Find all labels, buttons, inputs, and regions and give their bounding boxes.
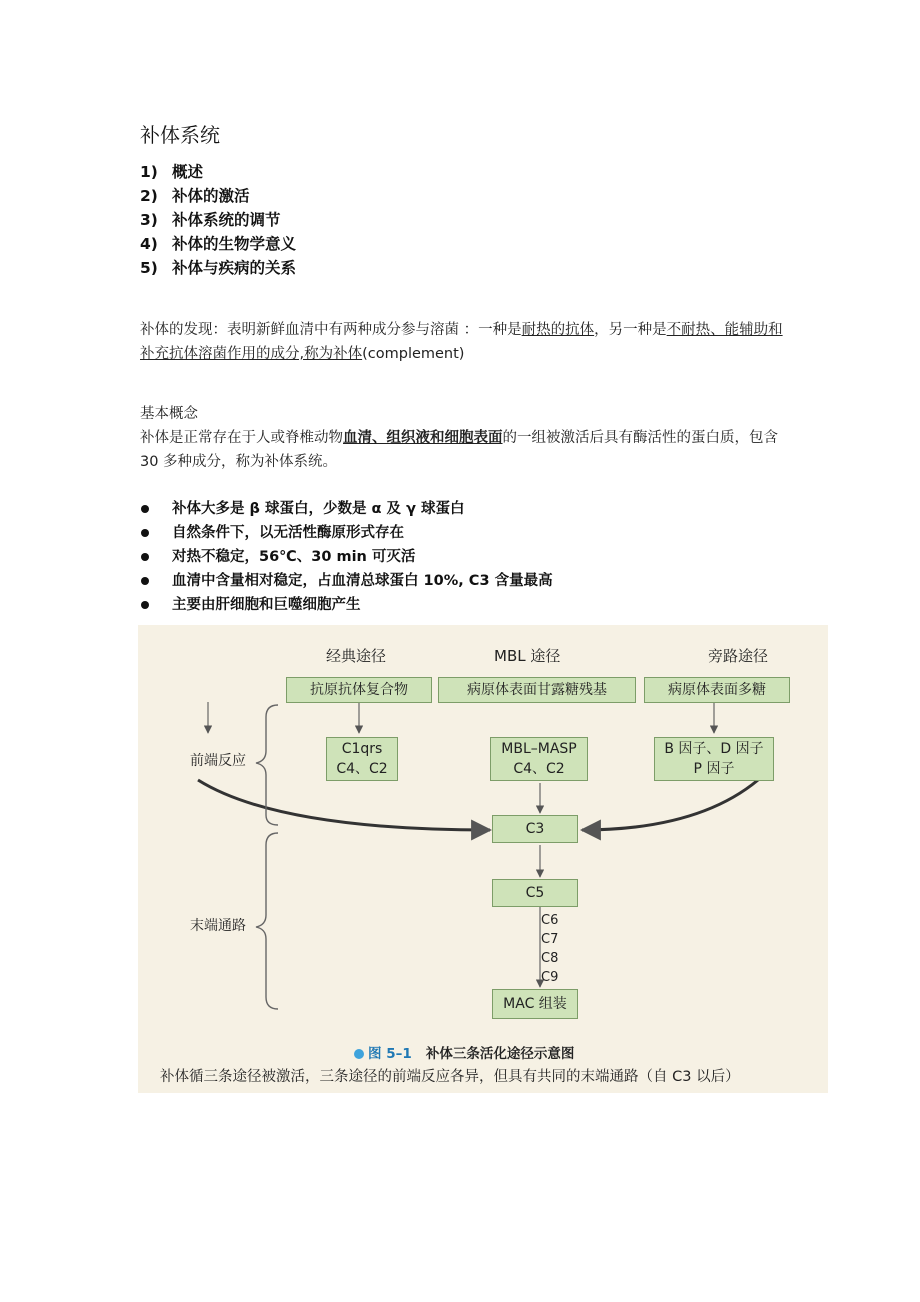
early-box [654,737,774,781]
outline-text: 补体与疾病的关系 [172,259,297,277]
c5-box: C5 [492,879,578,907]
component-c6: C6 [541,913,559,928]
caption-dot-icon [354,1049,364,1059]
property-text: 补体大多是 β 球蛋白，少数是 α 及 γ 球蛋白 [172,501,465,517]
outline-item [140,256,296,280]
trigger-box: 病原体表面多糖 [644,677,790,703]
complement-english: (complement) [362,346,465,362]
outline-item [140,184,296,208]
outline-text: 补体的生物学意义 [172,235,297,253]
heat-stable-antibody: 耐热的抗体 [521,322,595,338]
outline-number: 2) [140,187,158,205]
pathway-label: MBL 途径 [494,647,561,665]
outline-item [140,208,296,232]
early-box [490,737,588,781]
component-c9: C9 [541,970,559,985]
outline-item [140,232,296,256]
early-line: C4、C2 [513,761,565,777]
discovery-text: 补体的发现：表明新鲜血清中有两种成分参与溶菌 ：一种是 [140,322,522,338]
outline-number: 5) [140,259,158,277]
terminal-brace [256,833,278,1009]
curve-alt-to-c3 [582,780,758,830]
outline-number: 3) [140,211,158,229]
discovery-text: ，另一种是 [594,322,667,338]
component-c8: C8 [541,951,559,966]
property-item [140,497,553,521]
concept-text: 的一组被激活后具有酶活性的蛋白质，包含 30 多种成分，称为补体系统。 [140,430,778,470]
concept-locations: 血清、组织液和细胞表面 [343,430,503,446]
figure-number: 图 5–1 [368,1046,412,1062]
complement-definition: 不耐热、能辅助和补充抗体溶菌作用的成分,称为补体 [140,322,783,362]
pathway-label: 旁路途径 [708,647,769,665]
early-line: C4、C2 [336,761,388,777]
outline-text: 补体系统的调节 [172,211,281,229]
property-text: 血清中含量相对稳定，占血清总球蛋白 10%, C3 含量最高 [172,573,553,589]
bullet-icon [141,553,149,561]
property-text: 自然条件下，以无活性酶原形式存在 [172,525,404,541]
property-item [140,545,553,569]
bullet-icon [141,505,149,513]
complement-pathway-figure [138,625,828,1093]
outline-text: 概述 [172,163,204,181]
outline-text: 补体的激活 [172,187,250,205]
early-line: MBL–MASP [501,741,577,757]
bullet-icon [141,601,149,609]
property-item [140,521,553,545]
property-item [140,569,553,593]
early-box [326,737,398,781]
trigger-box: 抗原抗体复合物 [286,677,432,703]
bullet-icon [141,577,149,585]
concept-paragraph [140,426,790,474]
outline-list [140,160,296,280]
early-line: B 因子、D 因子 [664,741,764,757]
figure-caption [354,1042,574,1062]
property-item [140,593,553,617]
concept-text: 补体是正常存在于人或脊椎动物 [140,430,343,446]
bullet-icon [141,529,149,537]
pathway-label: 经典途径 [326,647,387,665]
early-line: C1qrs [341,741,383,757]
outline-item [140,160,296,184]
component-c7: C7 [541,932,559,947]
curve-classical-to-c3 [198,780,490,830]
page-title: 补体系统 [140,123,220,147]
terminal-pathway-label: 末端通路 [190,918,246,934]
figure-note: 补体循三条途径被激活，三条途径的前端反应各异，但具有共同的末端通路（自 C3 以后） [160,1069,740,1085]
c3-box: C3 [492,815,578,843]
property-text: 对热不稳定，56℃、30 min 可灭活 [172,549,416,565]
trigger-box: 病原体表面甘露糖残基 [438,677,636,703]
outline-number: 4) [140,235,158,253]
early-line: P 因子 [693,761,735,777]
concept-heading: 基本概念 [140,406,198,422]
property-list [140,497,553,617]
figure-caption-text: 补体三条活化途径示意图 [425,1046,575,1062]
discovery-paragraph [140,318,790,366]
outline-number: 1) [140,163,158,181]
mac-box: MAC 组装 [492,989,578,1019]
property-text: 主要由肝细胞和巨噬细胞产生 [172,597,361,613]
front-reaction-label: 前端反应 [190,753,246,769]
